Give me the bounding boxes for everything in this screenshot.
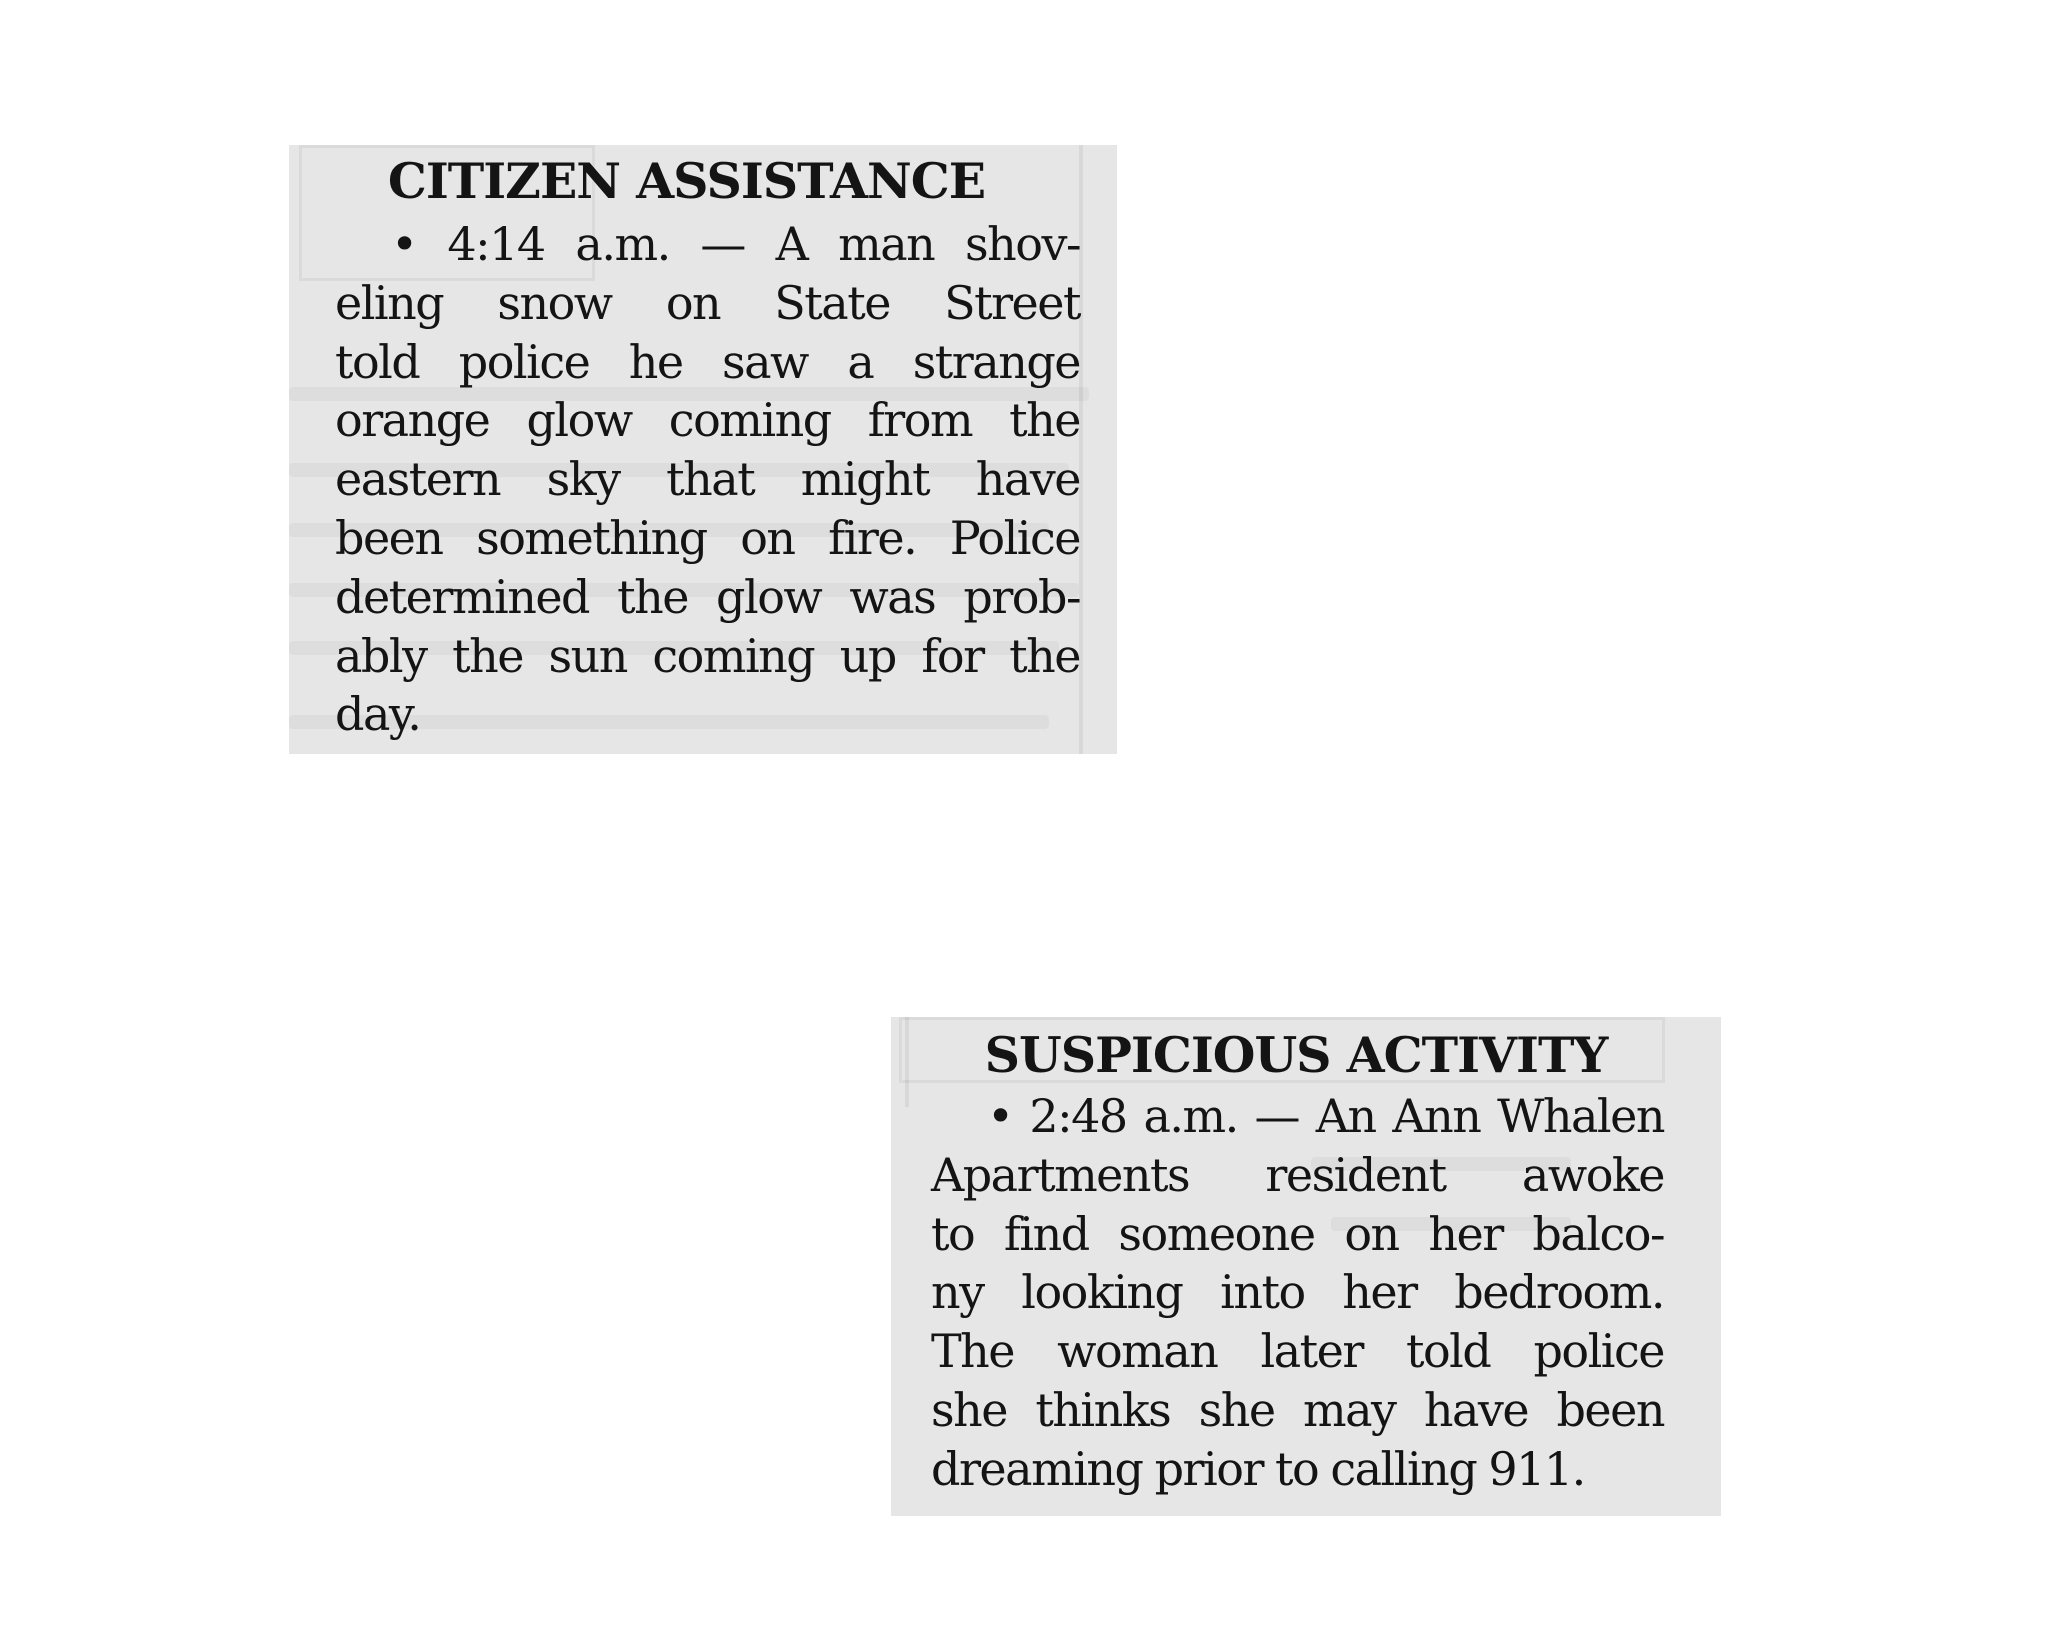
clipping-citizen-assistance [289, 145, 1117, 754]
body-line: ably the sun coming up for the [335, 628, 1080, 683]
body-line: been something on fire. Police [335, 510, 1080, 565]
body-line: Apartments resident awoke [931, 1147, 1664, 1202]
body-line: ny looking into her bedroom. [931, 1265, 1664, 1320]
body-line: • 4:14 a.m. — A man shov- [391, 217, 1080, 271]
clipping-body [335, 215, 1080, 744]
clipping-heading: SUSPICIOUS ACTIVITY [984, 1026, 1608, 1084]
body-line: determined the glow was prob- [335, 569, 1080, 624]
clipping-body [931, 1087, 1664, 1499]
body-line: The woman later told police [931, 1324, 1664, 1379]
clipping-heading: CITIZEN ASSISTANCE [387, 152, 986, 210]
body-line: • 2:48 a.m. — An Ann Whalen [987, 1089, 1664, 1143]
body-line: to find someone on her balco- [931, 1206, 1664, 1261]
body-line: told police he saw a strange [335, 334, 1080, 389]
body-line: eastern sky that might have [335, 452, 1080, 507]
body-line: dreaming prior to calling 911. [931, 1441, 1585, 1496]
body-line: eling snow on State Street [335, 275, 1080, 330]
clipping-suspicious-activity [891, 1017, 1721, 1516]
body-line: day. [335, 687, 421, 742]
body-line: orange glow coming from the [335, 393, 1080, 448]
body-line: she thinks she may have been [931, 1382, 1664, 1437]
